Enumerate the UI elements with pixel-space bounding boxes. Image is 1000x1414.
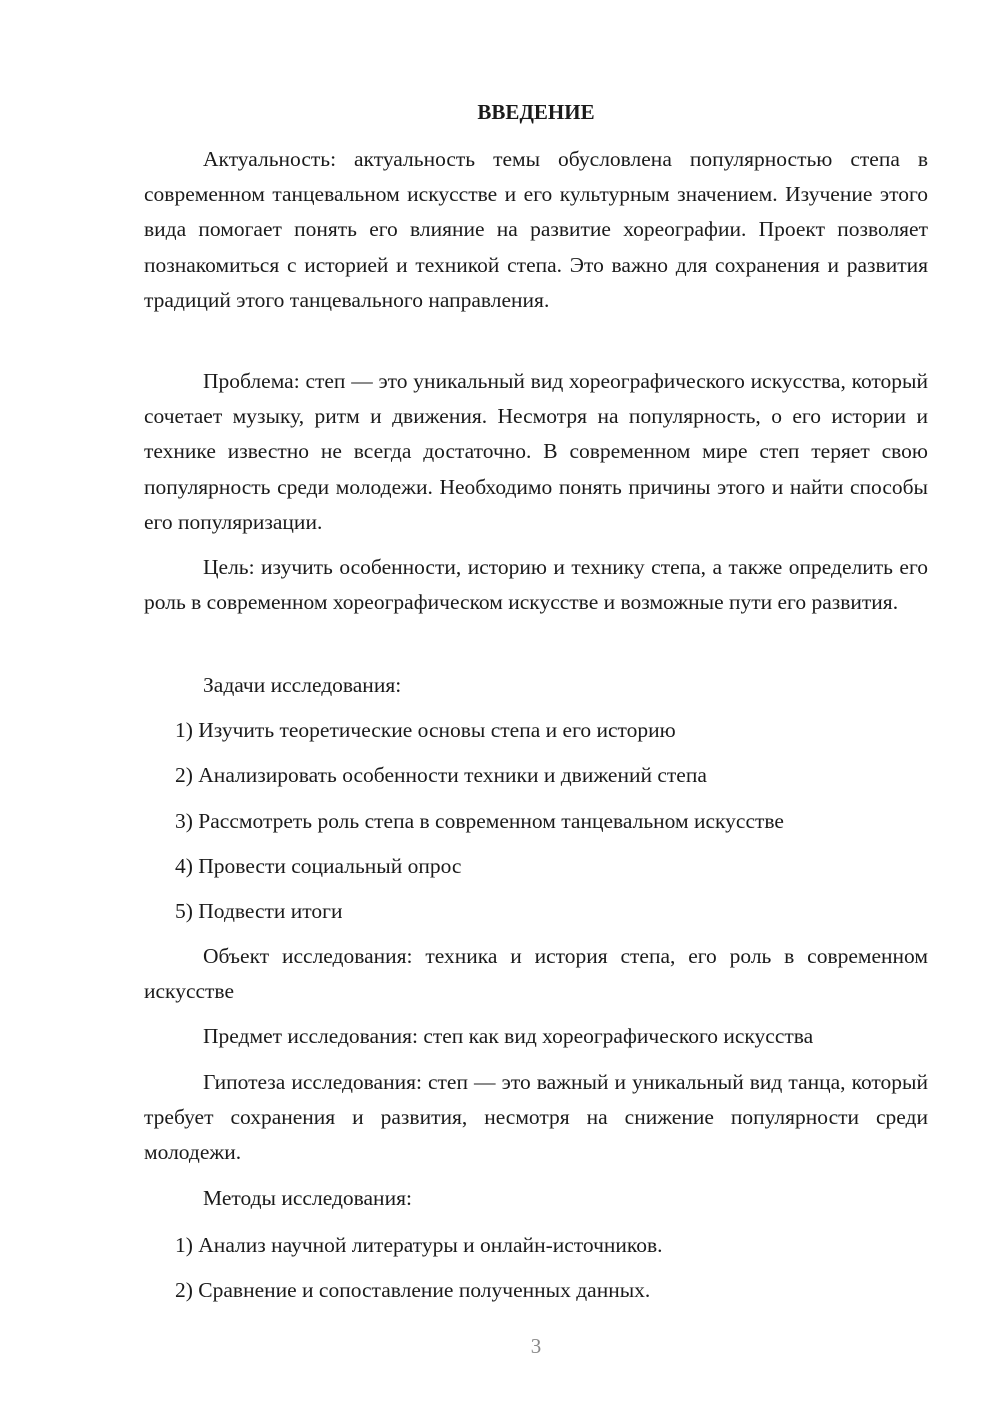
task-item-5: 5) Подвести итоги [175, 899, 343, 923]
method-item-2: 2) Сравнение и сопоставление полученных данных. [175, 1278, 651, 1302]
task-item-4: 4) Провести социальный опрос [175, 854, 462, 878]
tasks-heading: Задачи исследования: [203, 673, 402, 697]
problem-paragraph: Проблема: степ — это уникальный вид хореографического искусства, который сочетает музыку, ритм и движения. Несмотря на популярность, о его истории и технике известно не всегда достаточно. В современном мире степ теряет свою популярность среди молодежи. Необходимо понять причины этого и найти способы его популяризации. [144, 369, 928, 534]
document-page [144, 0, 928, 1414]
goal-paragraph: Цель: изучить особенности, историю и технику степа, а также определить его роль в современном хореографическом искусстве и возможные пути его развития. [144, 555, 928, 615]
relevance-paragraph: Актуальность: актуальность темы обусловлена популярностью степа в современном танцевальном искусстве и его культурным значением. Изучение этого вида помогает понять его влияние на развитие хореографии. Проект позволяет познакомиться с историей и техникой степа. Это важно для сохранения и развития традиций этого танцевального направления. [144, 147, 928, 312]
task-item-3: 3) Рассмотреть роль степа в современном танцевальном искусстве [175, 809, 784, 833]
task-item-2: 2) Анализировать особенности техники и движений степа [175, 763, 707, 787]
method-item-1: 1) Анализ научной литературы и онлайн-источников. [175, 1233, 663, 1257]
hypothesis-paragraph: Гипотеза исследования: степ — это важный и уникальный вид танца, который требует сохранения и развития, несмотря на снижение популярности среди молодежи. [144, 1070, 928, 1165]
page-number: 3 [530, 1334, 542, 1358]
task-item-1: 1) Изучить теоретические основы степа и его историю [175, 718, 676, 742]
page-title: ВВЕДЕНИЕ [477, 100, 595, 124]
subject-paragraph: Предмет исследования: степ как вид хореографического искусства [203, 1024, 814, 1048]
object-paragraph: Объект исследования: техника и история степа, его роль в современном искусстве [144, 944, 928, 1004]
methods-heading: Методы исследования: [203, 1186, 412, 1210]
